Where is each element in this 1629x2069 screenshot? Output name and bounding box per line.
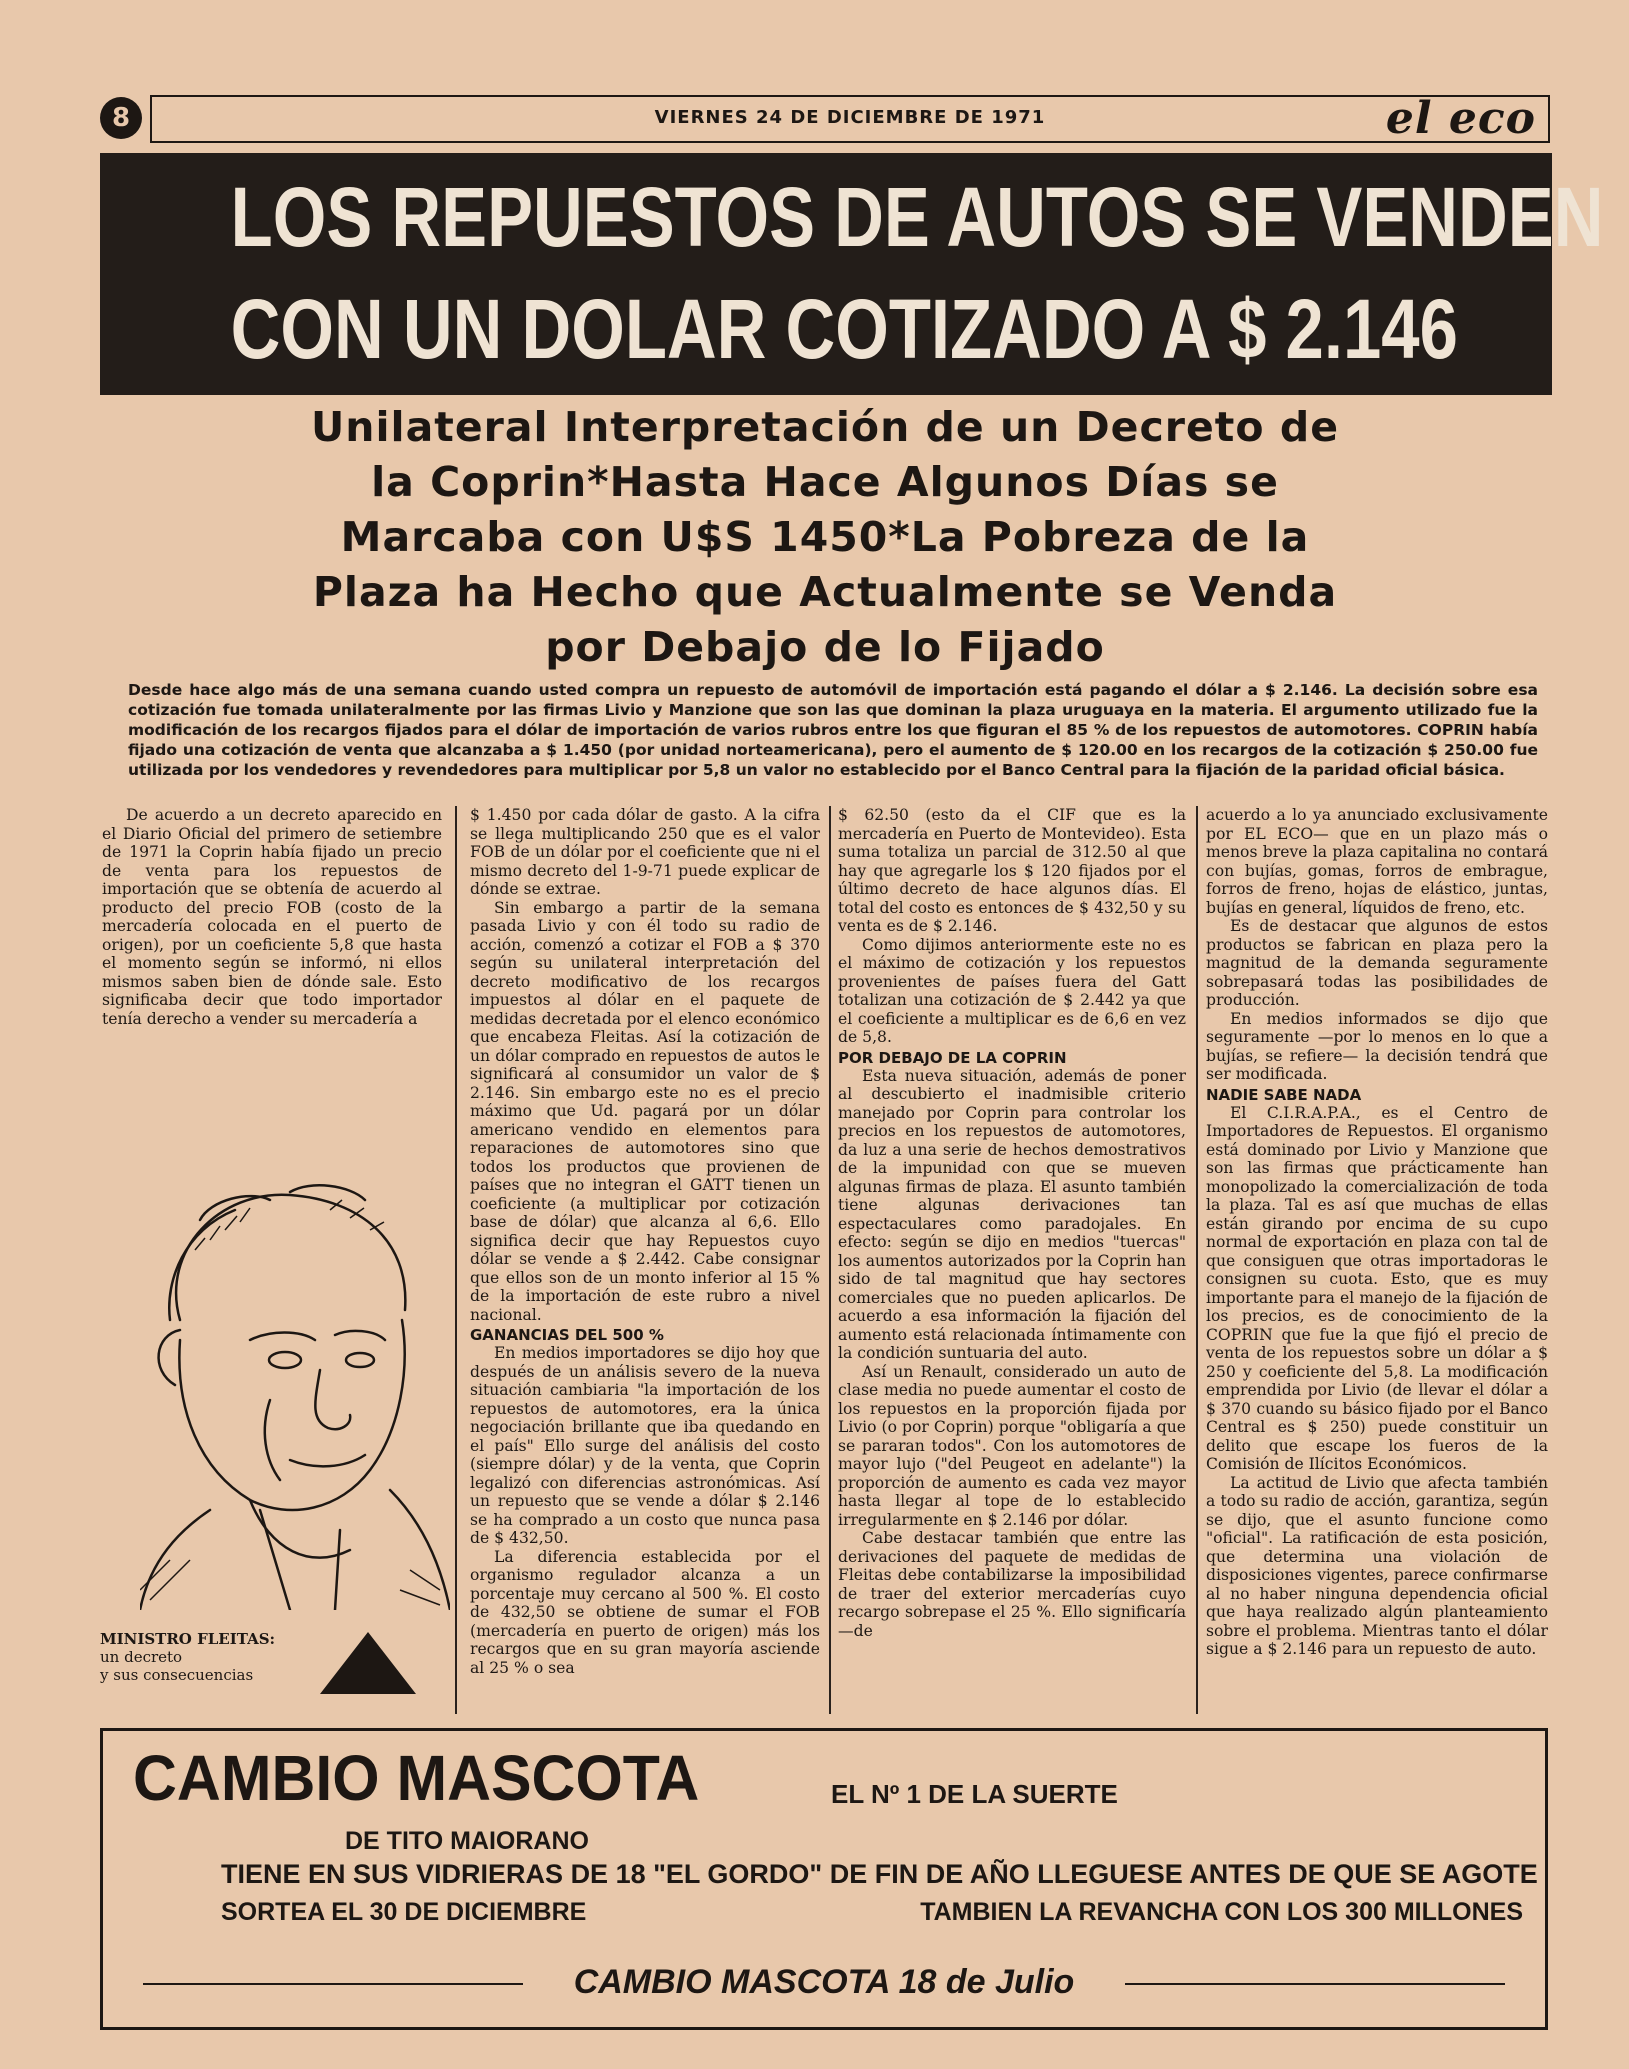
column-rule — [829, 806, 831, 1714]
ad-footer — [143, 1963, 1505, 2003]
caption-line: un decreto — [100, 1648, 183, 1666]
article-column-3 — [838, 806, 1186, 1640]
paragraph: $ 1.450 por cada dólar de gasto. A la cifra se llega multiplicando 250 que es el valor FOB de un dólar por el coeficiente que ni el mismo decreto del 1-9-71 puede explicar de dónde se extrae. — [470, 806, 820, 898]
paragraph: La actitud de Livio que afecta también a todo su radio de acción, garantiza, según se dijo, que el asunto funcione como "oficial". La ratificación de esta posición, que determina una violación de disposiciones vigentes, parece confirmarse al no haber ninguna dependencia oficial que haya realizado algún planteamiento sobre el problema. Mientras tanto el dólar sigue a $ 2.146 para un repuesto de auto. — [1206, 1473, 1548, 1658]
subheadline — [90, 400, 1560, 675]
ad-owner: DE TITO MAIORANO — [345, 1827, 589, 1855]
advertisement-cambio-mascota — [100, 1728, 1548, 2030]
subheadline-line-1: Unilateral Interpretación de un Decreto de — [310, 403, 1340, 451]
section-subtitle: GANANCIAS DEL 500 % — [470, 1326, 664, 1344]
headline-line-2: CON UN DOLAR COTIZADO A $ 2.146 — [230, 282, 1458, 376]
column-rule — [1196, 806, 1198, 1714]
article-column-1 — [102, 806, 442, 1028]
dateline — [150, 95, 1550, 143]
minister-portrait-illustration — [140, 1170, 450, 1610]
issue-date: VIERNES 24 DE DICIEMBRE DE 1971 — [654, 107, 1046, 128]
paragraph: En medios informados se dijo que seguramente —por lo menos en lo que a bujías, se refiere— la decisión tendrá que ser modificada. — [1206, 1009, 1548, 1083]
paragraph: Cabe destacar también que entre las derivaciones del paquete de medidas de Fleitas debe contabilizarse la imposibilidad de traer del exterior mercaderías cuyo recargo sobrepase el 25 %. Ello significaría —de — [838, 1529, 1186, 1640]
photo-caption — [100, 1630, 275, 1684]
section-subtitle: NADIE SABE NADA — [1206, 1085, 1362, 1104]
ad-line: TIENE EN SUS VIDRIERAS DE 18 "EL GORDO" DE FIN DE AÑO LLEGUESE ANTES DE QUE SE AGOTE — [221, 1859, 1538, 1889]
ad-business-name: CAMBIO MASCOTA — [133, 1742, 700, 1814]
newspaper-logo: el eco — [1385, 93, 1536, 144]
subheadline-line-4: Plaza ha Hecho que Actualmente se Venda — [312, 568, 1338, 616]
paragraph: Como dijimos anteriormente este no es el máximo de cotización y los repuestos provenientes de países fuera del Gatt totalizan una cotización de $ 2.442 ya que el coeficiente a multiplicar es de 6,6 en vez de 5,8. — [838, 935, 1186, 1046]
paragraph: La diferencia establecida por el organismo regulador alcanza a un porcentaje muy cercano al 500 %. El costo de 432,50 se obtiene de sumar el FOB (mercadería en puerto de origen) más los recargos que en su gran mayoría asciende al 25 % o sea — [470, 1547, 820, 1677]
lede-paragraph: Desde hace algo más de una semana cuando usted compra un repuesto de automóvil de importación está pagando el dólar a $ 2.146. La decisión sobre esa cotización fue tomada unilateralmente por las firmas Livio y Manzione que son las que dominan la plaza uruguaya en la materia. El argumento utilizado fue la modificación de los recargos fijados para el dólar de importación de varios rubros entre los que figuran el 85 % de los repuestos de automotores. COPRIN había fijado una cotización de venta que alcanzaba a $ 1.450 (por unidad norteamericana), pero el aumento de $ 120.00 en los recargos de la cotización $ 250.00 fue utilizada por los vendedores y revendedores para multiplicar por 5,8 un valor no establecido por el Banco Central para la fijación de la paridad oficial básica. — [128, 681, 1538, 779]
ad-line: SORTEA EL 30 DE DICIEMBRE — [221, 1898, 587, 1926]
paragraph: El C.I.R.A.P.A., es el Centro de Importadores de Repuestos. El organismo está dominado por Livio y Manzione que son las firmas que prácticamente han monopolizado la comercialización de toda la plaza. Tal es así que muchas de ellas están girando por encima de su cupo normal de exportación en plaza con tal de que consiguen que otras importadoras le consignen su cuota. Esto, que es muy importante para el manejo de la fijación de los precios, es de conocimiento de la COPRIN que fue la que fijó el precio de venta de los repuestos sobre un dólar a $ 250 y coeficiente del 5,8. La modificación emprendida por Livio (de llevar el dólar a $ 370 cuando su básico fijado por el Banco Central es $ 250) puede constituir un delito que escape los fueros de la Comisión de Ilícitos Económicos. — [1206, 1103, 1548, 1473]
subheadline-line-2: la Coprin*Hasta Hace Algunos Días se — [371, 458, 1279, 506]
paragraph: Es de destacar que algunos de estos productos se fabrican en plaza pero la magnitud de la demanda seguramente sobrepasará todas las posibilidades de producción. — [1206, 917, 1548, 1009]
ad-footer-text: CAMBIO MASCOTA 18 de Julio — [573, 1963, 1075, 2001]
paragraph: $ 62.50 (esto da el CIF que es la mercadería en Puerto de Montevideo). Esta suma totaliza un parcial de 312.50 al que hay que agregarle los $ 120 fijados por el último decreto de hace algunos días. El total del costo es entonces de $ 432,50 y su venta es de $ 2.146. — [838, 806, 1186, 935]
column-rule — [455, 806, 457, 1714]
paragraph: En medios importadores se dijo hoy que después de un análisis severo de la nueva situación cambiaria "la importación de los repuestos de automotores, era la única negociación brillante que iba quedando en el país" Ello surge del análisis del costo (siempre dólar) y de la venta, que Coprin legalizó con diferencias astronómicas. Así un repuesto que se vende a dólar $ 2.146 se ha comprado a un costo que nunca pasa de $ 432,50. — [470, 1344, 820, 1547]
caption-line: y sus consecuencias — [100, 1666, 254, 1684]
section-subtitle: POR DEBAJO DE LA COPRIN — [838, 1048, 1067, 1067]
triangle-ornament — [320, 1632, 416, 1694]
article-column-4 — [1206, 806, 1548, 1659]
caption-title: MINISTRO FLEITAS: — [100, 1630, 276, 1648]
article-column-2 — [470, 806, 820, 1677]
paragraph: acuerdo a lo ya anunciado exclusivamente por EL ECO— que en un plazo más o menos breve la plaza capitalina no contará con bujías, gomas, forros de embrague, forros de freno, hojas de elástico, juntas, bujías en general, líquidos de freno, etc. — [1206, 806, 1548, 917]
ad-line: TAMBIEN LA REVANCHA CON LOS 300 MILLONES — [920, 1898, 1523, 1926]
headline-line-1: LOS REPUESTOS DE AUTOS SE VENDEN — [230, 170, 1604, 264]
paragraph: Esta nueva situación, además de poner al descubierto el inadmisible criterio manejado por Coprin para controlar los precios en los repuestos de automotores, da luz a una serie de hechos demostrativos de la impunidad con que se mueven algunas firmas de plaza. El asunto también tiene algunas derivaciones tan espectaculares como paradojales. En efecto: según se dijo en medios "tuercas" los aumentos autorizados por la Coprin han sido de tal magnitud que hay sectores comerciales que no pueden aplicarlos. De acuerdo a esa información la fijación del aumento está relacionada íntimamente con la condición suntuaria del auto. — [838, 1066, 1186, 1362]
paragraph: Así un Renault, considerado un auto de clase media no puede aumentar el costo de los repuestos en la proporción fijada por Livio (o por Coprin) porque "obligaría a que se pararan todos". Con los automotores de mayor lujo ("del Peugeot en adelante") la proporción de aumento es cada vez mayor hasta llegar al tope de lo establecido irregularmente en $ 2.146 por dólar. — [838, 1362, 1186, 1529]
subheadline-line-3: Marcaba con U$S 1450*La Pobreza de la — [340, 513, 1310, 561]
page-number: 8 — [100, 97, 142, 139]
paragraph: De acuerdo a un decreto aparecido en el Diario Oficial del primero de setiembre de 1971 la Coprin había fijado un precio de venta para los repuestos de importación que se obtenía de acuerdo al producto del precio FOB (costo de la mercadería colocada en el puerto de origen), por un coeficiente 5,8 que hasta el momento según se informó, ni ellos mismos saben bien de dónde sale. Esto significaba decir que todo importador tenía derecho a vender su mercadería a — [102, 806, 442, 1028]
ad-slogan: EL Nº 1 DE LA SUERTE — [831, 1779, 1118, 1809]
headline-banner — [100, 153, 1604, 395]
paragraph: Sin embargo a partir de la semana pasada Livio y con él todo su radio de acción, comenzó a cotizar el FOB a $ 370 según su unilateral interpretación del decreto modificativo de los recargos impuestos al dólar en el paquete de medidas decretada por el elenco económico que encabeza Fleitas. Así la cotización de un dólar comprado en repuestos de autos le significará al consumidor un valor de $ 2.146. Sin embargo este no es el precio máximo que Ud. pagará por un dólar americano vendido en elementos para reparaciones de automotores sino que todos los productos que provienen de países que no integran el GATT tienen un coeficiente (a multiplicar por cotización base de dólar) que alcanza al 6,6. Ello significa decir que hay Repuestos cuyo dólar se vende a $ 2.442. Cabe consignar que ellos son de un monto inferior al 15 % de la importación de este rubro a nivel nacional. — [470, 898, 820, 1324]
subheadline-line-5: por Debajo de lo Fijado — [545, 623, 1105, 671]
